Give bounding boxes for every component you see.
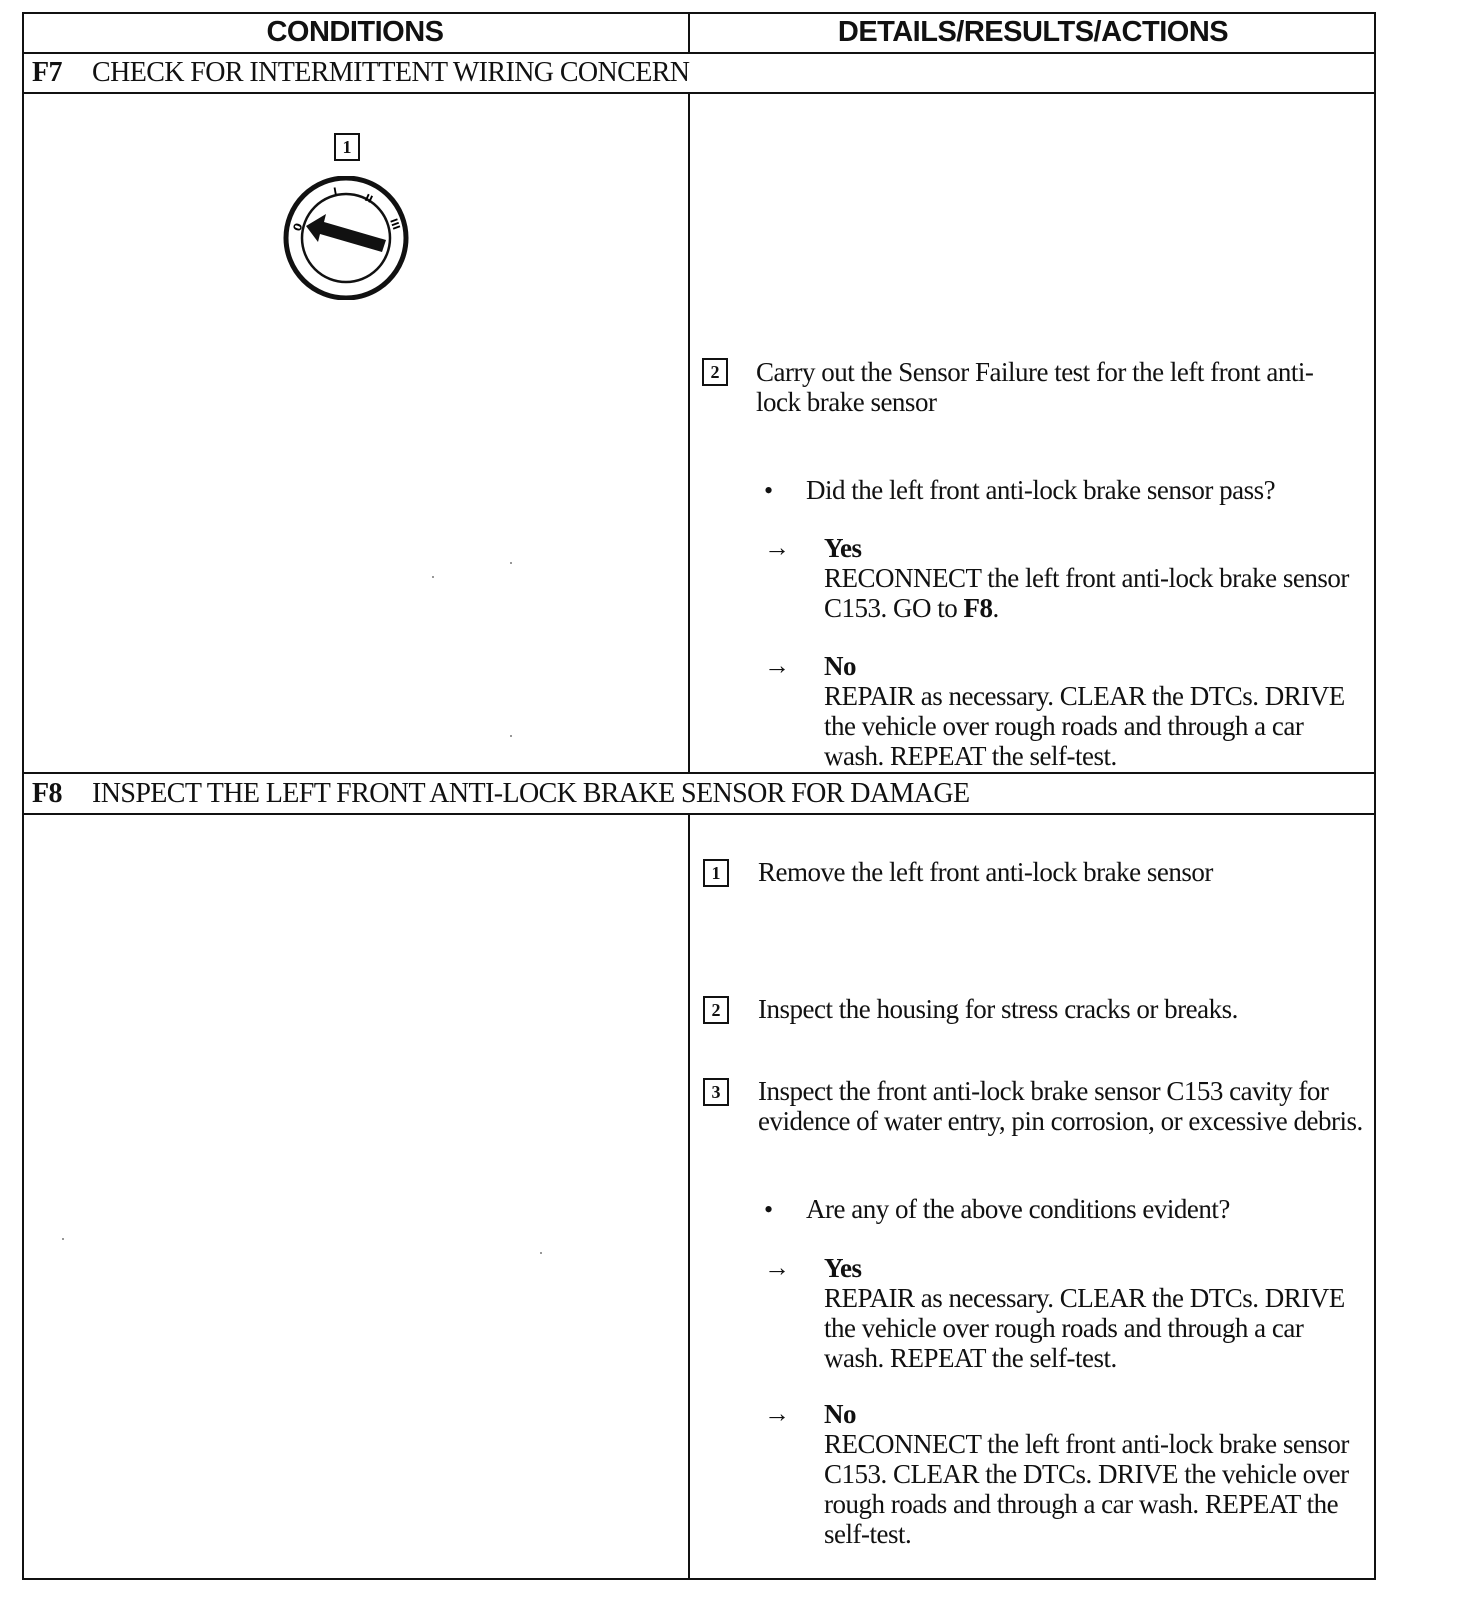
ignition-label-3: III — [387, 217, 402, 232]
ignition-label-1: I — [332, 186, 339, 198]
f7-no-text: REPAIR as necessary. CLEAR the DTCs. DRIVE the vehicle over rough roads and through a car wash. REPEAT the self-test. — [824, 681, 1345, 771]
column-divider-f7 — [688, 92, 690, 772]
section-f7-code: F7 — [32, 57, 62, 88]
ignition-label-2: II — [362, 192, 375, 206]
section-f8-divider — [22, 813, 1376, 815]
section-f8-title: INSPECT THE LEFT FRONT ANTI-LOCK BRAKE SENSOR FOR DAMAGE — [92, 778, 970, 809]
f8-step-2-box: 2 — [703, 996, 729, 1024]
column-divider-f8 — [688, 813, 690, 1580]
details-column-header: DETAILS/RESULTS/ACTIONS — [837, 16, 1229, 48]
ignition-key-arrow-icon — [306, 214, 386, 252]
f8-yes-arrow-icon: → — [764, 1253, 790, 1282]
f7-no-answer — [824, 651, 1354, 771]
scan-speck — [432, 576, 434, 578]
f7-yes-text: RECONNECT the left front anti-lock brake sensor C153. GO to — [824, 563, 1349, 623]
f8-step-3-box: 3 — [703, 1078, 729, 1106]
section-f7-title-row — [32, 55, 689, 91]
f8-no-answer — [824, 1399, 1364, 1549]
f7-yes-answer — [824, 533, 1364, 623]
ignition-label-0: 0 — [290, 221, 306, 234]
section-f8-code: F8 — [32, 778, 62, 809]
f7-yes-text-wrap — [824, 563, 1364, 623]
f7-yes-label: Yes — [824, 533, 862, 563]
f7-yes-arrow-icon: → — [764, 533, 790, 562]
conditions-column-header: CONDITIONS — [266, 16, 444, 48]
scan-speck — [510, 562, 512, 564]
f7-bullet: • — [764, 476, 774, 505]
table-header — [22, 12, 1376, 54]
f7-step-2-box: 2 — [702, 358, 728, 386]
f8-question: Are any of the above conditions evident? — [806, 1194, 1230, 1224]
f8-yes-label: Yes — [824, 1253, 862, 1283]
f8-step-2-text: Inspect the housing for stress cracks or breaks. — [758, 994, 1238, 1024]
f8-bullet: • — [764, 1195, 774, 1224]
f7-yes-goto-link[interactable]: F8 — [963, 593, 993, 623]
f8-no-text: RECONNECT the left front anti-lock brake sensor C153. CLEAR the DTCs. DRIVE the vehicle over rough roads and through a car wash. REPEAT the self-test. — [824, 1429, 1349, 1549]
f7-no-arrow-icon: → — [764, 651, 790, 680]
f8-no-label: No — [824, 1399, 856, 1429]
scan-speck — [62, 1238, 64, 1240]
section-f7-title: CHECK FOR INTERMITTENT WIRING CONCERN — [92, 57, 690, 88]
f7-illustration-step-1: 1 — [334, 133, 360, 161]
f7-step-2-text: Carry out the Sensor Failure test for the left front anti-lock brake sensor — [756, 357, 1314, 417]
f8-step-1-box: 1 — [703, 859, 729, 887]
f8-yes-text: REPAIR as necessary. CLEAR the DTCs. DRIVE the vehicle over rough roads and through a car wash. REPEAT the self-test. — [824, 1283, 1345, 1373]
ignition-switch-icon — [282, 176, 412, 300]
f8-step-1-text: Remove the left front anti-lock brake sensor — [758, 857, 1213, 887]
header-divider — [688, 12, 690, 54]
section-f8-title-row — [32, 776, 970, 812]
section-f7-divider — [22, 92, 1376, 94]
f8-yes-answer — [824, 1253, 1354, 1373]
f7-yes-end: . — [992, 593, 999, 623]
f7-no-label: No — [824, 651, 856, 681]
f8-step-3-text: Inspect the front anti-lock brake sensor C153 cavity for evidence of water entry, pin corrosion, or excessive debris. — [758, 1076, 1363, 1136]
f8-no-arrow-icon: → — [764, 1399, 790, 1428]
scan-speck — [540, 1252, 542, 1254]
f7-question: Did the left front anti-lock brake sensor pass? — [806, 475, 1276, 505]
section-f8-top-divider — [22, 772, 1376, 774]
scan-speck — [510, 735, 512, 737]
